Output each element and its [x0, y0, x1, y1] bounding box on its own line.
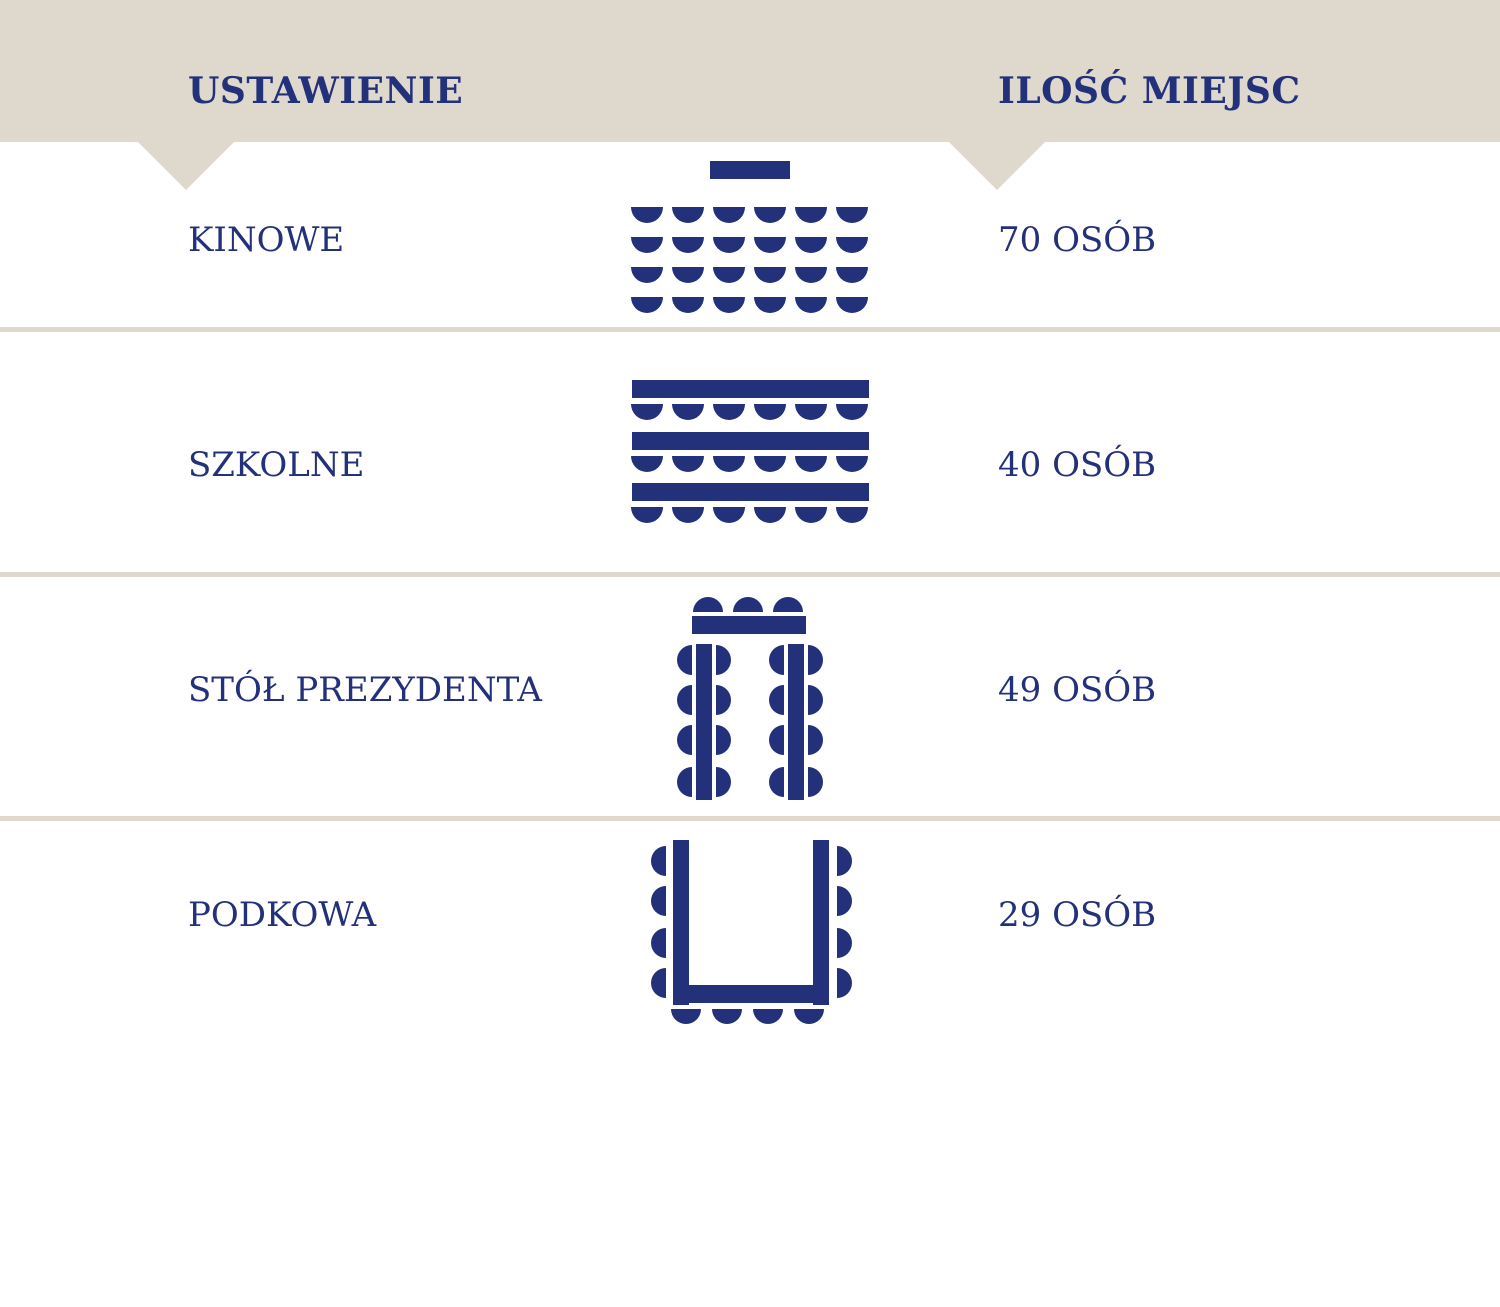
seat — [837, 928, 852, 958]
seat — [713, 404, 745, 420]
row-capacity: 40 OSÓB — [998, 445, 1157, 485]
seat — [631, 297, 663, 313]
seat — [631, 237, 663, 253]
seat — [651, 886, 666, 916]
row-capacity: 70 OSÓB — [998, 220, 1157, 260]
long-table — [788, 644, 804, 800]
seat — [672, 267, 704, 283]
seat — [713, 267, 745, 283]
seat — [795, 456, 827, 472]
seat — [672, 404, 704, 420]
seat — [754, 297, 786, 313]
seat — [672, 207, 704, 223]
seat — [795, 237, 827, 253]
row-divider — [0, 816, 1500, 821]
desk — [632, 483, 869, 501]
seat — [672, 456, 704, 472]
seat — [754, 507, 786, 523]
seat — [631, 404, 663, 420]
seat — [716, 767, 731, 797]
seat — [713, 237, 745, 253]
header-pointer-setup — [138, 142, 234, 190]
seat — [794, 1009, 824, 1024]
seat — [693, 597, 723, 612]
seat — [795, 267, 827, 283]
seat — [651, 968, 666, 998]
seat — [837, 968, 852, 998]
header-pointer-capacity — [949, 142, 1045, 190]
head-table-layout-icon — [660, 588, 840, 808]
seat — [672, 507, 704, 523]
seat — [836, 237, 868, 253]
seat — [672, 237, 704, 253]
row-divider — [0, 327, 1500, 332]
desk — [632, 432, 869, 450]
seat — [837, 886, 852, 916]
seat — [836, 207, 868, 223]
seat — [651, 846, 666, 876]
seat — [808, 685, 823, 715]
seat — [795, 297, 827, 313]
seat — [672, 297, 704, 313]
row-label: STÓŁ PREZYDENTA — [188, 670, 542, 710]
seat — [836, 267, 868, 283]
seat — [808, 725, 823, 755]
table-header — [0, 0, 1500, 142]
classroom-layout-icon — [620, 370, 890, 535]
seat — [769, 685, 784, 715]
seat — [713, 507, 745, 523]
long-table — [696, 644, 712, 800]
seat — [651, 928, 666, 958]
seat — [836, 456, 868, 472]
row-capacity: 29 OSÓB — [998, 895, 1157, 935]
seat — [808, 645, 823, 675]
seat — [837, 846, 852, 876]
seat — [769, 645, 784, 675]
seat — [769, 725, 784, 755]
seat — [677, 725, 692, 755]
table-right — [813, 840, 829, 1005]
seat — [754, 456, 786, 472]
seat — [631, 207, 663, 223]
seat — [795, 507, 827, 523]
seat — [631, 267, 663, 283]
seat — [677, 685, 692, 715]
seat — [836, 297, 868, 313]
seat — [713, 297, 745, 313]
seat — [754, 207, 786, 223]
table-left — [673, 840, 689, 1005]
screen-bar — [710, 161, 790, 179]
seat — [677, 645, 692, 675]
seat — [631, 507, 663, 523]
row-label: SZKOLNE — [188, 445, 365, 485]
seat — [836, 404, 868, 420]
seat — [713, 207, 745, 223]
seat — [769, 767, 784, 797]
seat — [712, 1009, 742, 1024]
seat — [795, 207, 827, 223]
seat — [677, 767, 692, 797]
row-label: KINOWE — [188, 220, 345, 260]
seat — [773, 597, 803, 612]
row-label: PODKOWA — [188, 895, 377, 935]
seat — [713, 456, 745, 472]
seat — [754, 237, 786, 253]
seat — [754, 267, 786, 283]
seat — [671, 1009, 701, 1024]
seat — [733, 597, 763, 612]
seat — [808, 767, 823, 797]
head-table — [692, 616, 806, 634]
seat — [795, 404, 827, 420]
horseshoe-layout-icon — [640, 835, 865, 1035]
cinema-layout-icon — [620, 155, 890, 330]
seat — [716, 685, 731, 715]
column-header-setup: USTAWIENIE — [188, 70, 464, 112]
row-capacity: 49 OSÓB — [998, 670, 1157, 710]
seat — [631, 456, 663, 472]
seat — [754, 404, 786, 420]
desk — [632, 380, 869, 398]
row-divider — [0, 572, 1500, 577]
seat — [836, 507, 868, 523]
seat — [753, 1009, 783, 1024]
seat — [716, 645, 731, 675]
seat — [716, 725, 731, 755]
column-header-capacity: ILOŚĆ MIEJSC — [998, 70, 1301, 112]
table-bottom — [673, 985, 829, 1003]
